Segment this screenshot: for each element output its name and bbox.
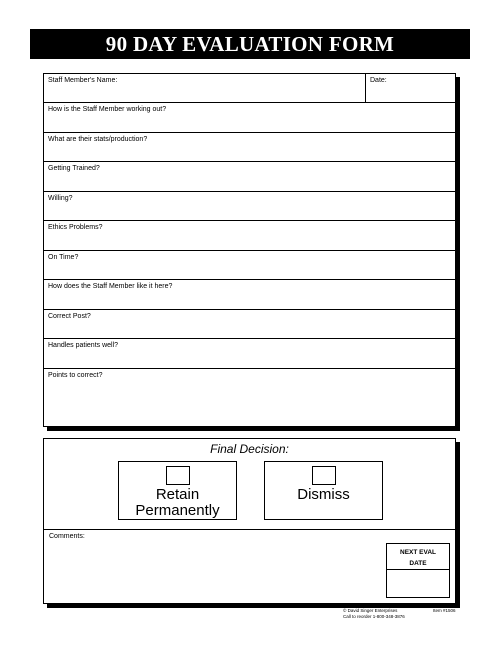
question-label: How is the Staff Member working out? xyxy=(48,106,167,113)
question-label: Getting Trained? xyxy=(48,165,100,172)
question-label: What are their stats/production? xyxy=(48,136,148,143)
question-row[interactable] xyxy=(44,339,455,369)
footer-reorder: Call to reorder 1-800-348-3876 xyxy=(343,614,405,619)
next-eval-label-line2: DATE xyxy=(409,560,427,567)
question-row[interactable] xyxy=(44,103,455,133)
dismiss-option[interactable] xyxy=(264,461,383,520)
final-decision-title: Final Decision: xyxy=(210,442,289,456)
retain-label-line2: Permanently xyxy=(135,502,220,519)
divider xyxy=(44,529,455,530)
comments-label: Comments: xyxy=(49,533,85,540)
question-label: How does the Staff Member like it here? xyxy=(48,283,173,290)
question-row[interactable] xyxy=(44,221,455,251)
date-field[interactable] xyxy=(365,74,455,102)
evaluation-questions-box xyxy=(43,73,456,427)
question-row[interactable] xyxy=(44,133,455,162)
date-field-label: Date: xyxy=(370,77,387,84)
dismiss-checkbox[interactable] xyxy=(312,466,336,485)
question-row[interactable] xyxy=(44,192,455,221)
question-label: On Time? xyxy=(48,254,79,261)
question-row[interactable] xyxy=(44,369,455,426)
form-title: 90 DAY EVALUATION FORM xyxy=(30,29,470,59)
footer-item-number: Item #1506 xyxy=(433,608,456,613)
question-label: Willing? xyxy=(48,195,73,202)
final-decision-box xyxy=(43,438,456,604)
question-label: Correct Post? xyxy=(48,313,91,320)
name-field-label: Staff Member's Name: xyxy=(48,77,118,84)
retain-label xyxy=(119,487,236,519)
next-eval-label-line1: NEXT EVAL xyxy=(400,549,436,556)
question-row[interactable] xyxy=(44,162,455,192)
question-label: Handles patients well? xyxy=(48,342,119,349)
footer-publisher xyxy=(343,608,423,620)
question-label: Ethics Problems? xyxy=(48,224,103,231)
question-row[interactable] xyxy=(44,280,455,310)
next-eval-date-box[interactable] xyxy=(386,543,450,598)
next-eval-header xyxy=(387,544,449,570)
retain-checkbox[interactable] xyxy=(166,466,190,485)
footer-copyright: © David Singer Enterprises xyxy=(343,608,398,613)
question-label: Points to correct? xyxy=(48,372,103,379)
retain-option[interactable] xyxy=(118,461,237,520)
retain-label-line1: Retain xyxy=(155,486,200,503)
question-row[interactable] xyxy=(44,251,455,280)
dismiss-label: Dismiss xyxy=(297,486,350,503)
name-row xyxy=(44,74,455,103)
question-row[interactable] xyxy=(44,310,455,339)
